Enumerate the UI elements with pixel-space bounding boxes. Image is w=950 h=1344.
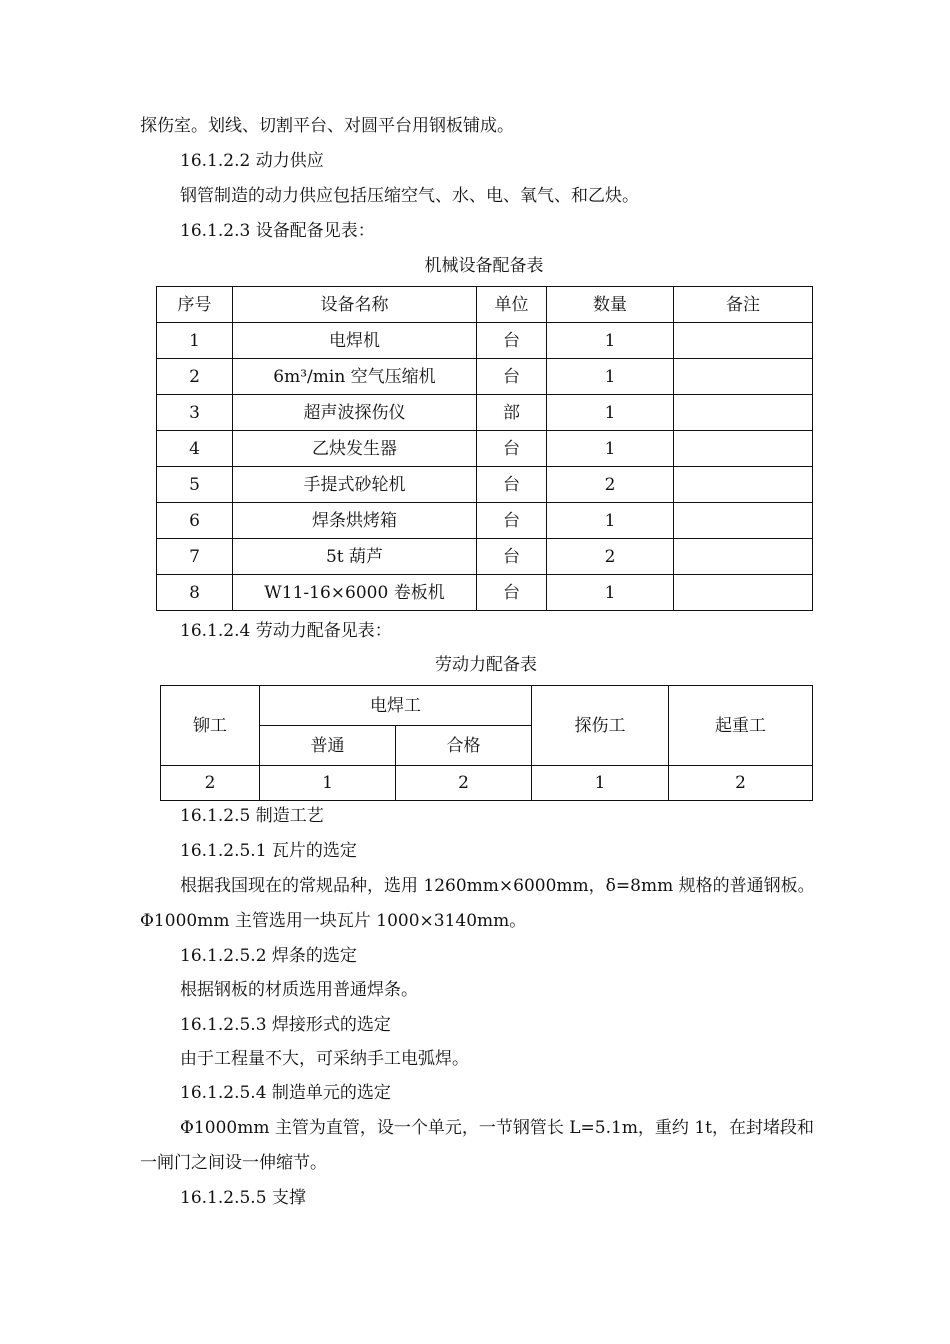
table-cell: 2	[669, 766, 813, 801]
table-cell: 1	[547, 323, 674, 359]
table-cell: 2	[161, 766, 260, 801]
table-cell: 1	[260, 766, 396, 801]
section-heading: 16.1.2.3 设备配备见表：	[180, 221, 375, 241]
section-heading: 16.1.2.5 制造工艺	[180, 806, 324, 826]
table-cell: 5t 葫芦	[233, 539, 477, 575]
table-row	[157, 431, 813, 467]
table-row	[157, 467, 813, 503]
table-row	[157, 323, 813, 359]
table-row	[157, 359, 813, 395]
section-heading: 16.1.2.2 动力供应	[180, 151, 324, 171]
header-cell-welder: 电焊工	[260, 686, 532, 726]
table-cell: 电焊机	[233, 323, 477, 359]
header-cell: 单位	[477, 287, 547, 323]
labor-table-caption: 劳动力配备表	[435, 655, 537, 675]
table-cell: 2	[547, 467, 674, 503]
table-cell: 台	[477, 359, 547, 395]
table-cell: 7	[157, 539, 233, 575]
table-cell: 1	[157, 323, 233, 359]
header-cell: 设备名称	[233, 287, 477, 323]
paragraph: 钢管制造的动力供应包括压缩空气、水、电、氧气、和乙炔。	[180, 186, 639, 206]
section-heading: 16.1.2.5.1 瓦片的选定	[180, 841, 357, 861]
table-row	[157, 503, 813, 539]
table-cell: 部	[477, 395, 547, 431]
table-cell: 6m³/min 空气压缩机	[233, 359, 477, 395]
paragraph: 根据钢板的材质选用普通焊条。	[180, 980, 418, 1000]
table-cell: 乙炔发生器	[233, 431, 477, 467]
table-cell: 台	[477, 503, 547, 539]
table-cell	[674, 431, 813, 467]
table-cell	[674, 395, 813, 431]
section-heading: 16.1.2.5.4 制造单元的选定	[180, 1083, 391, 1103]
equipment-table	[156, 286, 813, 611]
table-row	[157, 539, 813, 575]
table-row	[161, 766, 813, 801]
header-cell: 数量	[547, 287, 674, 323]
header-cell-riveter: 铆工	[161, 686, 260, 766]
table-cell: 2	[157, 359, 233, 395]
table-cell: 超声波探伤仪	[233, 395, 477, 431]
table-cell	[674, 503, 813, 539]
table-cell: 3	[157, 395, 233, 431]
table-cell: 手提式砂轮机	[233, 467, 477, 503]
table-cell: 4	[157, 431, 233, 467]
section-heading: 16.1.2.4 劳动力配备见表：	[180, 621, 392, 641]
table-cell	[674, 539, 813, 575]
table-cell: 台	[477, 575, 547, 611]
table-cell	[674, 359, 813, 395]
table-cell: 8	[157, 575, 233, 611]
header-cell-rigger: 起重工	[669, 686, 813, 766]
paragraph: 探伤室。划线、切割平台、对圆平台用钢板铺成。	[140, 116, 514, 136]
table-cell: 2	[547, 539, 674, 575]
table-cell: 1	[532, 766, 669, 801]
section-heading: 16.1.2.5.2 焊条的选定	[180, 946, 357, 966]
paragraph: 一闸门之间设一伸缩节。	[140, 1153, 327, 1173]
header-cell-welder-qualified: 合格	[396, 726, 532, 766]
table-cell: 1	[547, 575, 674, 611]
header-cell-welder-normal: 普通	[260, 726, 396, 766]
table-header-row	[161, 686, 813, 726]
section-heading: 16.1.2.5.5 支撑	[180, 1188, 306, 1208]
table-cell: 1	[547, 503, 674, 539]
table-cell: 1	[547, 431, 674, 467]
section-heading: 16.1.2.5.3 焊接形式的选定	[180, 1015, 391, 1035]
table-cell: 台	[477, 431, 547, 467]
table-row	[157, 575, 813, 611]
header-cell: 备注	[674, 287, 813, 323]
paragraph: 根据我国现在的常规品种，选用 1260mm×6000mm，δ=8mm 规格的普通钢板。	[180, 876, 815, 896]
table-cell: 6	[157, 503, 233, 539]
table-cell: 1	[547, 395, 674, 431]
paragraph: Φ1000mm 主管选用一块瓦片 1000×3140mm。	[140, 911, 527, 931]
header-cell-inspector: 探伤工	[532, 686, 669, 766]
table-header-row	[157, 287, 813, 323]
header-cell: 序号	[157, 287, 233, 323]
paragraph: 由于工程量不大，可采纳手工电弧焊。	[180, 1049, 469, 1069]
table-cell	[674, 575, 813, 611]
labor-table	[160, 685, 813, 801]
table-cell	[674, 467, 813, 503]
table-cell: 台	[477, 539, 547, 575]
paragraph: Φ1000mm 主管为直管，设一个单元，一节钢管长 L=5.1m，重约 1t，在封堵段和	[180, 1118, 814, 1138]
table-cell: 台	[477, 323, 547, 359]
table-cell	[674, 323, 813, 359]
table-cell: 台	[477, 467, 547, 503]
table-cell: 5	[157, 467, 233, 503]
table-cell: W11-16×6000 卷板机	[233, 575, 477, 611]
table-cell: 焊条烘烤箱	[233, 503, 477, 539]
table-row	[157, 395, 813, 431]
table-cell: 2	[396, 766, 532, 801]
equipment-table-caption: 机械设备配备表	[424, 256, 544, 276]
table-cell: 1	[547, 359, 674, 395]
